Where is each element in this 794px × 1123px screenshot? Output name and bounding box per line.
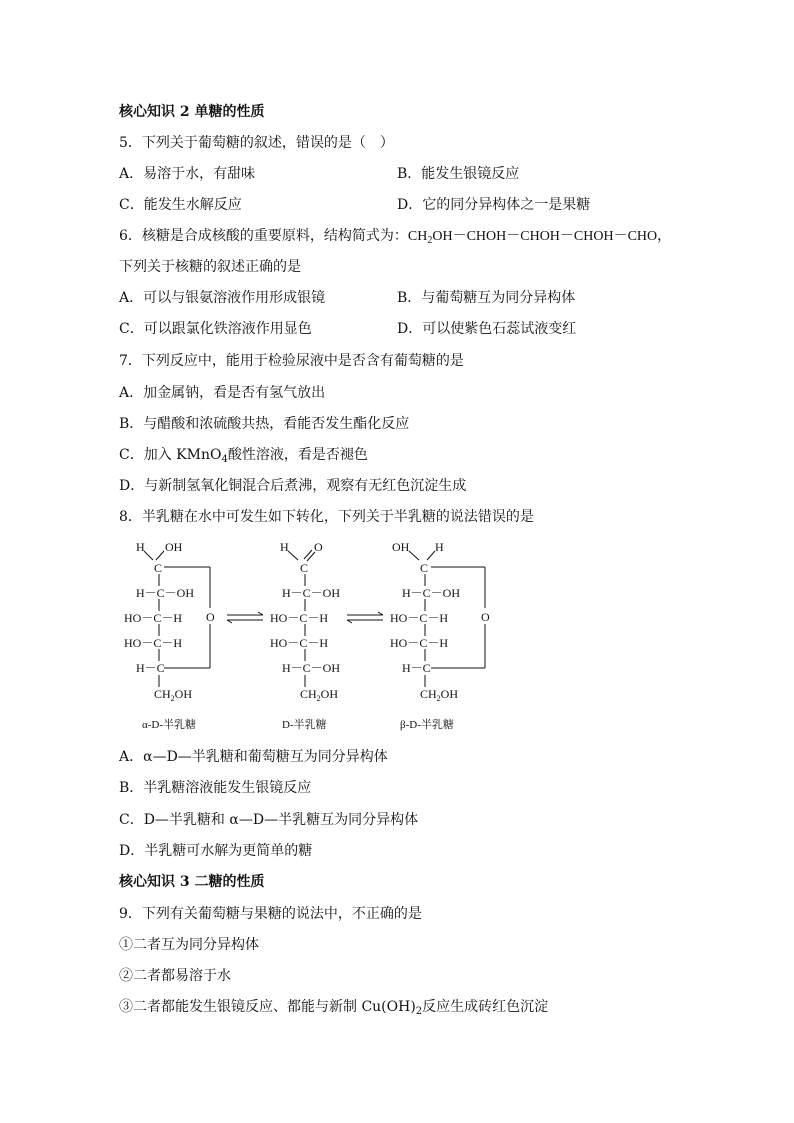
- question-6-stem: [119, 227, 671, 246]
- caption-beta-d-galactose: β-D-半乳糖: [400, 719, 454, 731]
- atom-oh: OH: [392, 540, 410, 554]
- question-5-option-d: D．它的同分异构体之一是果糖: [397, 197, 591, 213]
- figure-atoms: [124, 540, 490, 703]
- group-h-c-oh: H－C－OH: [282, 586, 341, 600]
- group-ho-c-h: HO－C－H: [270, 636, 329, 650]
- question-8-option-c: C．D—半乳糖和 α—D—半乳糖互为同分异构体: [119, 812, 419, 828]
- section-heading-3: 核心知识 3 二糖的性质: [119, 874, 265, 890]
- question-8-option-b: B．半乳糖溶液能发生银镜反应: [119, 780, 312, 796]
- question-7-option-d: D．与新制氢氧化铜混合后煮沸，观察有无红色沉淀生成: [119, 478, 467, 494]
- atom-c: C: [300, 561, 309, 575]
- atom-o: O: [314, 540, 323, 554]
- question-9-item-2: ②二者都易溶于水: [119, 968, 231, 984]
- question-7-option-c-prefix: C．加入 KMnO: [119, 447, 222, 463]
- group-h-c-oh: H－C－OH: [136, 586, 195, 600]
- question-9-item-3-suffix: 反应生成砖红色沉淀: [422, 999, 549, 1015]
- question-7-option-c-subscript: 4: [221, 454, 228, 465]
- atom-c: C: [420, 561, 429, 575]
- question-5-stem: 5．下列关于葡萄糖的叙述，错误的是（ ）: [119, 135, 394, 151]
- section-heading-2: 核心知识 2 单糖的性质: [119, 104, 265, 120]
- atom-h: H: [136, 540, 145, 554]
- question-7-option-a: A．加金属钠，看是否有氢气放出: [119, 385, 326, 401]
- group-ho-c-h: HO－C－H: [390, 611, 449, 625]
- question-5-option-a: A．易溶于水，有甜味: [119, 166, 256, 182]
- question-7-stem: 7．下列反应中，能用于检验尿液中是否含有葡萄糖的是: [119, 353, 464, 369]
- question-6-option-a: A．可以与银氨溶液作用形成银镜: [119, 290, 326, 306]
- question-7-option-c: [119, 446, 368, 464]
- caption-d-galactose: D-半乳糖: [282, 719, 327, 731]
- group-ho-c-h: HO－C－H: [124, 636, 183, 650]
- group-ho-c-h: HO－C－H: [390, 636, 449, 650]
- question-5-option-b: B．能发生银镜反应: [397, 166, 520, 182]
- question-9-item-1: ①二者互为同分异构体: [119, 937, 259, 953]
- ribose-formula-part2: OH－CHOH－CHOH－CHOH－CHO，: [432, 229, 672, 244]
- question-9-item-3-prefix: ③二者都能发生银镜反应、都能与新制 Cu(OH): [119, 999, 416, 1015]
- group-ch2oh: $CH_2OH$: [300, 687, 339, 703]
- group-h-c: H－C: [136, 661, 165, 675]
- group-ho-c-h: HO－C－H: [124, 611, 183, 625]
- question-8-option-a: A．α—D—半乳糖和葡萄糖互为同分异构体: [119, 749, 388, 765]
- group-h-c: H－C: [402, 661, 431, 675]
- question-9-item-3: [119, 998, 548, 1016]
- question-8-option-d: D．半乳糖可水解为更简单的糖: [119, 843, 313, 859]
- galactose-structure-figure: [118, 536, 508, 736]
- question-5-option-c: C．能发生水解反应: [119, 197, 242, 213]
- question-8-stem: 8．半乳糖在水中可发生如下转化，下列关于半乳糖的说法错误的是: [119, 509, 534, 525]
- question-6-option-b: B．与葡萄糖互为同分异构体: [397, 290, 576, 306]
- group-ch2oh: $CH_2OH$: [154, 687, 193, 703]
- question-9-stem: 9．下列有关葡萄糖与果糖的说法中，不正确的是: [119, 906, 422, 922]
- caption-alpha-d-galactose: α-D-半乳糖: [142, 719, 197, 731]
- question-7-option-b: B．与醋酸和浓硫酸共热，看能否发生酯化反应: [119, 416, 410, 432]
- ribose-formula-subscript: 2: [427, 235, 433, 246]
- atom-oh: OH: [165, 540, 183, 554]
- ribose-formula: [408, 229, 671, 244]
- ribose-formula-part1: CH: [407, 229, 428, 244]
- figure-captions: [142, 717, 454, 731]
- atom-h: H: [280, 540, 289, 554]
- question-7-option-c-suffix: 酸性溶液，看是否褪色: [227, 447, 368, 463]
- question-6-option-c: C．可以跟氯化铁溶液作用显色: [119, 321, 312, 337]
- question-6-option-d: D．可以使紫色石蕊试液变红: [397, 321, 577, 337]
- group-ho-c-h: HO－C－H: [270, 611, 329, 625]
- ring-oxygen: O: [206, 610, 215, 624]
- group-ch2oh: $CH_2OH$: [420, 687, 459, 703]
- group-h-c-oh: H－C－OH: [402, 586, 461, 600]
- question-6-stem-line2: 下列关于核糖的叙述正确的是: [119, 259, 301, 275]
- question-6-stem-text: 6．核糖是合成核酸的重要原料，结构简式为：: [119, 228, 408, 244]
- atom-h: H: [435, 540, 444, 554]
- group-h-c-oh: H－C－OH: [282, 661, 341, 675]
- question-9-item-3-subscript: 2: [415, 1006, 423, 1017]
- ring-oxygen: O: [481, 610, 490, 624]
- atom-c: C: [154, 561, 163, 575]
